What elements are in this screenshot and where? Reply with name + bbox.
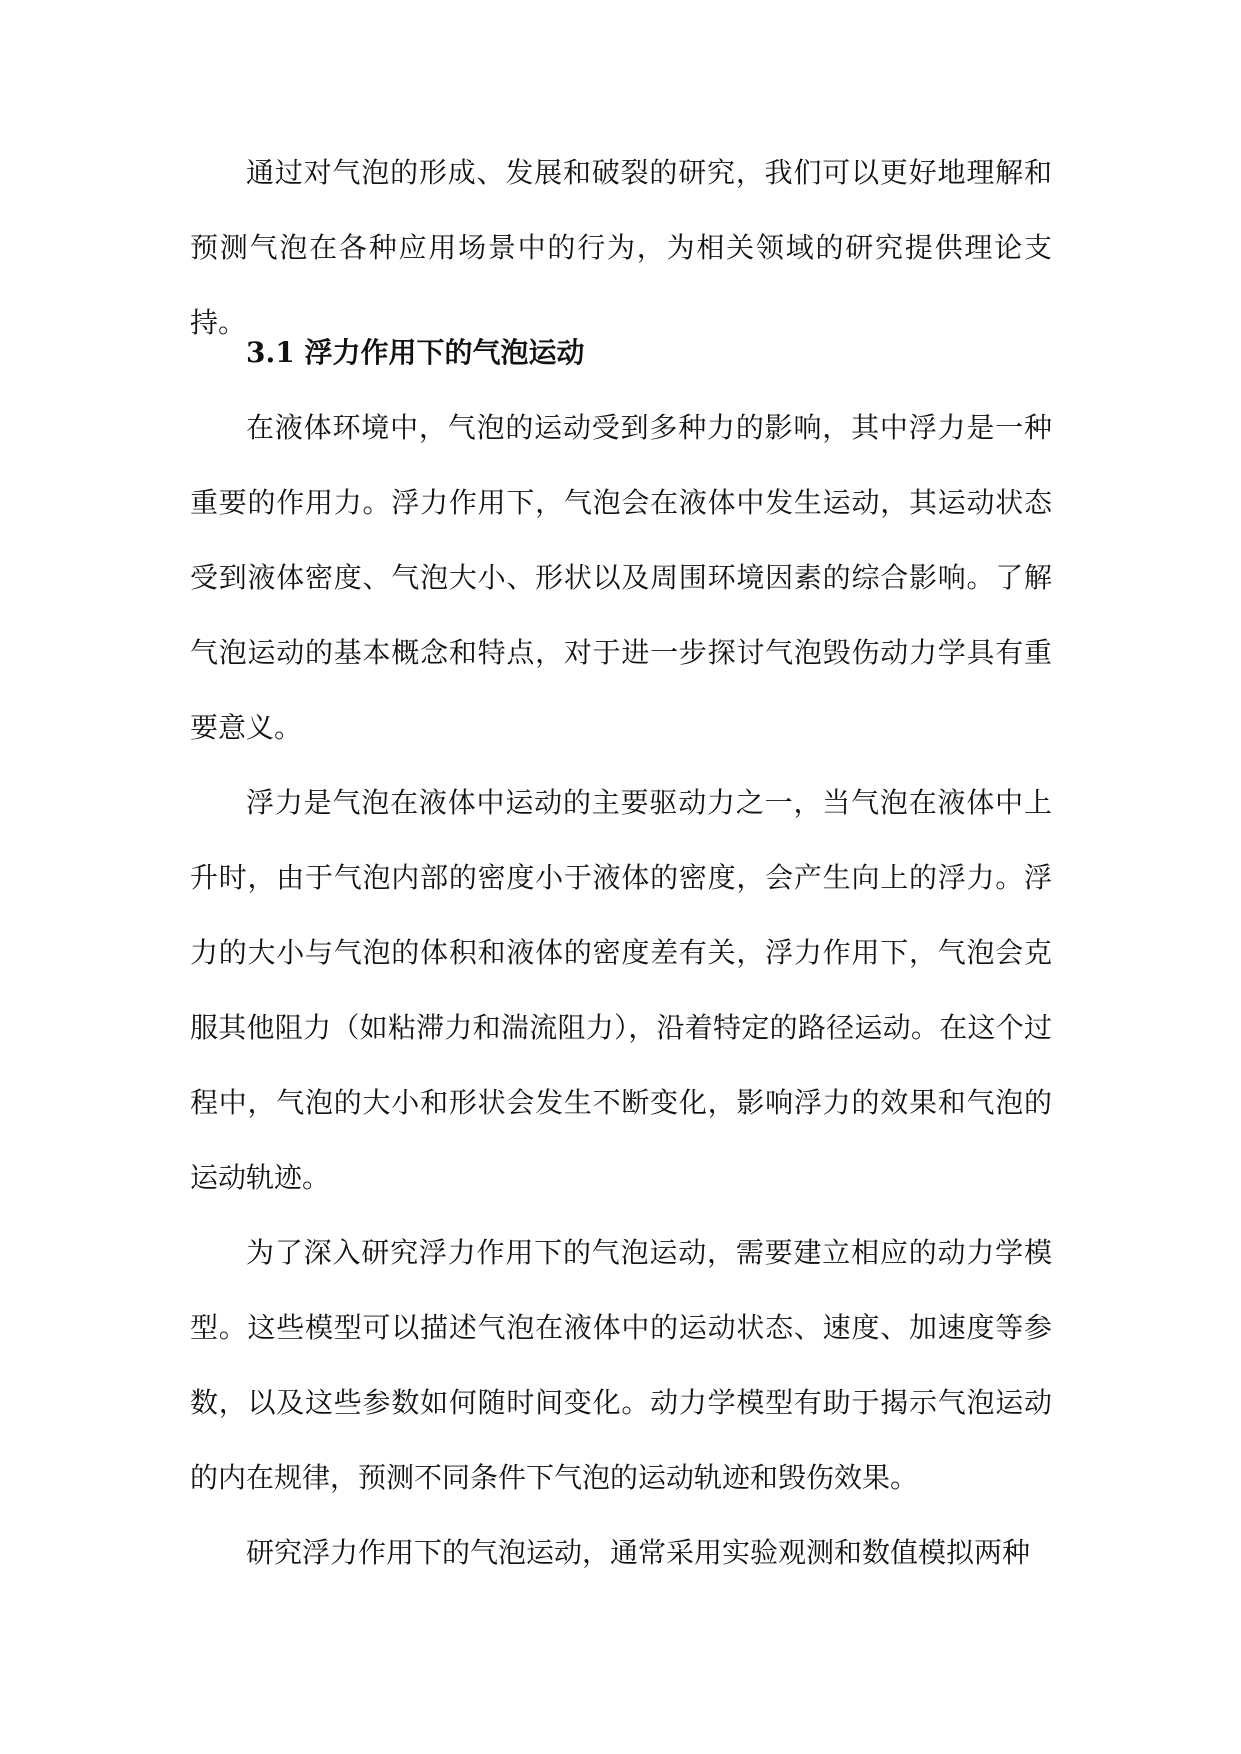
paragraph-research-methods: 研究浮力作用下的气泡运动，通常采用实验观测和数值模拟两种: [246, 1536, 1031, 1569]
paragraph-buoyancy-overview: 在液体环境中，气泡的运动受到多种力的影响，其中浮力是一种重要的作用力。浮力作用下，气泡会在液体中发生运动，其运动状态受到液体密度、气泡大小、形状以及周围环境因素的综合影响。了解气泡运动的基本概念和特点，对于进一步探讨气泡毁伤动力学具有重要意义。: [190, 411, 1052, 744]
paragraph-buoyancy-mechanism: 浮力是气泡在液体中运动的主要驱动力之一，当气泡在液体中上升时，由于气泡内部的密度小于液体的密度，会产生向上的浮力。浮力的大小与气泡的体积和液体的密度差有关，浮力作用下，气泡会克服其他阻力（如粘滞力和湍流阻力），沿着特定的路径运动。在这个过程中，气泡的大小和形状会发生不断变化，影响浮力的效果和气泡的运动轨迹。: [190, 786, 1052, 1194]
paragraph-dynamics-model: 为了深入研究浮力作用下的气泡运动，需要建立相应的动力学模型。这些模型可以描述气泡在液体中的运动状态、速度、加速度等参数，以及这些参数如何随时间变化。动力学模型有助于揭示气泡运动的内在规律，预测不同条件下气泡的运动轨迹和毁伤效果。: [190, 1236, 1052, 1494]
paragraph-intro-summary: 通过对气泡的形成、发展和破裂的研究，我们可以更好地理解和预测气泡在各种应用场景中的行为，为相关领域的研究提供理论支持。: [190, 156, 1052, 339]
section-heading: 3.1 浮力作用下的气泡运动: [246, 336, 585, 369]
